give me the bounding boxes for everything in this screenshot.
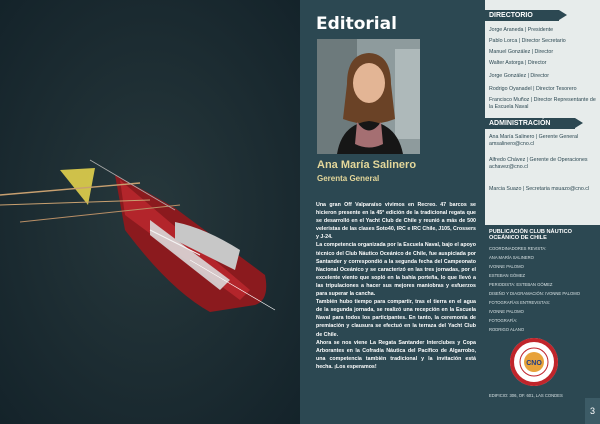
credit-line: RODRIGO ALANO [489,327,525,332]
credit-line: IVONNE PALOMO [489,264,524,269]
credit-line: PERIODISTA: ESTEBAN GÓMEZ [489,282,553,287]
directorio-item: Manuel González | Director [489,49,554,55]
directorio-item: Jorge Araneda | Presidente [489,27,554,33]
body-paragraph: Ahora se nos viene La Regata Santander Interclubes y Copa Arborantes en la Cofradía Náutica del Pacífico de Algarrobo, una competencia también tradicional y la invitación está hecha. ¡Los esperamos! [316,339,476,370]
author-portrait [317,39,420,154]
admin-item: Marcia Suazo | Secretaria msuazo@cno.cl [489,186,590,192]
credit-line: FOTOGRAFÍAS ENTREVISTAS: [489,300,551,305]
page-number: 3 [585,398,600,424]
admin-item: Alfredo Chávez | Gerente de Operaciones achavez@cno.cl [489,157,588,170]
logo-text: CNO [526,360,542,367]
credit-line: IVONNE PALOMO [489,309,524,314]
credit-line: COORDINADORES REVISTA: [489,246,547,251]
directorio-item: Francisco Muñoz | Director Representante de la Escuela Naval [489,97,596,110]
directorio-item: Rodrigo Oyanadel | Director Tesorero [489,86,577,92]
credit-line: FOTOGRAFÍA: [489,318,518,323]
directorio-item: Jorge González | Director [489,73,549,79]
author-name: Ana María Salinero [317,159,417,171]
editorial-column [300,0,485,424]
credit-line: ANA MARÍA SALINERO [489,255,534,260]
info-sidebar [485,0,600,424]
editorial-body [316,201,476,371]
admin-item: Ana María Salinero | Gerente General amsalinero@cno.cl [489,134,579,147]
credit-line: ESTEBAN GÓMEZ [489,273,526,278]
directorio-item: Pablo Lorca | Director Secretario [489,38,566,44]
body-paragraph: La competencia organizada por la Escuela Naval, bajo el apoyo técnico del Club Náutico Oceánico de Chile, fue auspiciada por Santander y correspondió a la segunda fecha del Campeonato Nacional Oceánico y se caracterizó en las tres jornadas, por el excelente viento que sopló en la bahía porteña, lo que llevó a las tripulaciones a hacer sus mejores maniobras y esfuerzos para superar la cancha. [316,242,476,298]
author-role: Gerenta General [317,174,380,183]
club-logo [509,337,559,387]
publication-title: PUBLICACIÓN CLUB NÁUTICO OCEÁNICO DE CHILE [489,229,572,242]
address: EDIFICIO: 306, OF. 601, LAS CONDES [489,393,563,398]
directorio-header: DIRECTORIO [485,10,559,21]
body-paragraph: Una gran Off Valparaíso vivimos en Recreo. 47 barcos se hicieron presente en la 45ª edición de la tradicional regata que se desarrolló en el Yacht Club de Chile y reunió a más de 500 veleristas de las clases Soto40, IRC e IRC Chile, J105, Crossers y J-24. [316,202,476,241]
credit-line: DISEÑO Y DIAGRAMACIÓN: IVONNE PALOMO [489,291,580,296]
body-paragraph: También hubo tiempo para compartir, tras el tierra en el agua de la segunda jornada, se realizó una recepción en la Escuela Naval para todos los participantes. En tanto, la ceremonia de premiación y clausura se efectuó en la terraza del Yacht Club de Chile. [316,299,476,338]
admin-header: ADMINISTRACIÓN [485,118,575,129]
directorio-item: Walter Astorga | Director [489,60,547,66]
editorial-title: Editorial [316,14,397,34]
